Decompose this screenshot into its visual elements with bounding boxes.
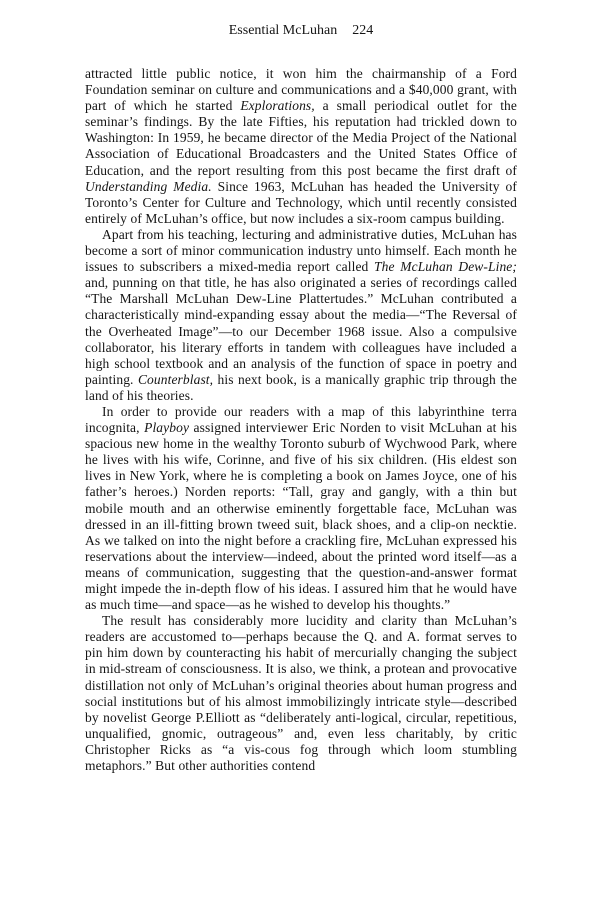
page-number: 224	[352, 23, 374, 38]
text-run: attracted little public notice, it won him the chairmanship of a Ford Foundation seminar on culture and communications and a $40,000 grant, with part of which he started	[85, 66, 517, 114]
text-run: a small periodical outlet for the seminar’s findings. By the late Fifties, his reputation had trickled down to Washington: In 1959, he became director of the Media Project of the National Association of Educational Broadcasters and the United States Office of Education, and the report resulting from this post became the first draft of	[85, 98, 518, 178]
text-run: Apart from his teaching, lecturing and administrative duties, McLuhan has become a sort of minor communication industry unto himself. Each month he issues to subscribers a mixed-media report called	[85, 226, 517, 275]
italic-text-run: The McLuhan Dew-Line;	[374, 259, 517, 275]
text-run: his next book, is a manically graphic trip through the land of his theories.	[85, 371, 517, 403]
text-run: The result has considerably more lucidity and clarity than McLuhan’s readers are accustomed to—perhaps because the Q. and A. format serves to pin him down by counteracting his habit of mercurially changing the subject in mid-stream of consciousness. It is also, we think, a protean and provocative distillation not only of McLuhan’s original theories about human progress and social institutions but of his almost immobilizingly intricate style—described by novelist George P.Elliott as “deliberately anti-logical, circular, repetitious, unqualified, gnomic, outrageous” and, even less charitably, by critic Christopher Ricks as “a vis-cous fog through which loom stumbling metaphors.” But other authorities contend	[85, 613, 517, 774]
italic-text-run: Counterblast,	[137, 371, 214, 387]
paragraph	[85, 404, 517, 613]
running-header	[85, 22, 517, 39]
italic-text-run: Explorations,	[240, 98, 315, 114]
italic-text-run: Understanding Media.	[85, 178, 212, 194]
text-run: and, punning on that title, he has also originated a series of recordings called “The Marshall McLuhan Dew-Line Plattertudes.” McLuhan contributed a characteristically mind-expanding essay about the media—“The Reversal of the Overheated Image”—to our December 1968 issue. Also a compulsive collaborator, his literary efforts in tandem with colleagues have included a high school textbook and an analysis of the function of space in poetry and painting.	[85, 275, 517, 387]
italic-text-run: Playboy	[144, 420, 190, 436]
paragraph	[85, 66, 517, 227]
text-run: Since 1963, McLuhan has headed the University of Toronto’s Center for Culture and Technology, which until recently consisted entirely of McLuhan’s office, but now includes a six-room campus building.	[85, 178, 517, 226]
book-title: Essential McLuhan	[228, 23, 338, 38]
text-run: In order to provide our readers with a map of this labyrinthine terra incognita,	[85, 403, 517, 436]
paragraph	[85, 227, 517, 404]
page-body	[85, 66, 517, 774]
text-run: assigned interviewer Eric Norden to visit McLuhan at his spacious new home in the wealthy Toronto suburb of Wychwood Park, where he lives with his wife, Corinne, and five of his six children. (His eldest son lives in New York, where he is completing a book on James Joyce, one of his father’s heroes.) Norden reports: “Tall, gray and gangly, with a thin but mobile mouth and an otherwise eminently forgettable face, McLuhan was dressed in an ill-fitting brown tweed suit, black shoes, and a clip-on necktie. As we talked on into the night before a crackling fire, McLuhan expressed his reservations about the interview—indeed, about the printed word itself—as a means of communication, suggesting that the question-and-answer format might impede the in-depth flow of his ideas. I assured him that he would have as much time—and space—as he wished to develop his thoughts.”	[85, 420, 517, 613]
paragraph	[85, 613, 517, 774]
